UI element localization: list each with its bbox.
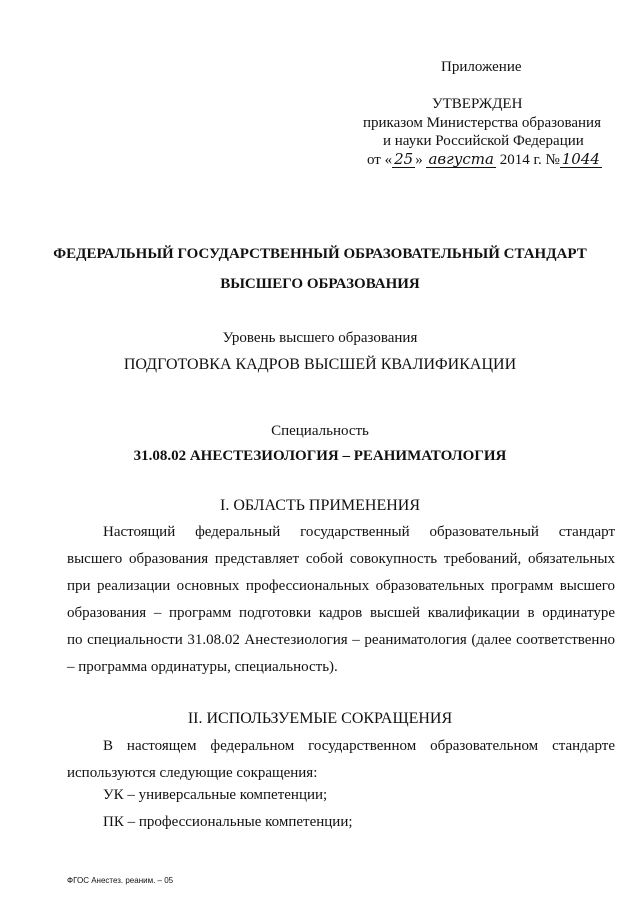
approved-label: УТВЕРЖДЕН xyxy=(432,96,523,112)
abbreviation-item: ПК – профессиональные компетенции; xyxy=(103,814,353,830)
document-title-line-1: ФЕДЕРАЛЬНЫЙ ГОСУДАРСТВЕННЫЙ ОБРАЗОВАТЕЛЬНЫЙ СТАНДАРТ xyxy=(53,246,587,262)
appendix-label: Приложение xyxy=(441,59,522,75)
order-month-handwritten: августа xyxy=(428,150,494,168)
document-title-line-2: ВЫСШЕГО ОБРАЗОВАНИЯ xyxy=(220,276,420,292)
paragraph-line: используются следующие сокращения: xyxy=(67,765,318,781)
order-line-1: приказом Министерства образования xyxy=(363,115,601,131)
order-date-line xyxy=(367,151,602,169)
order-day-handwritten: 25 xyxy=(394,150,414,168)
abbreviation-item: УК – универсальные компетенции; xyxy=(103,787,328,803)
paragraph-line: Настоящий федеральный государственный образовательный стандарт xyxy=(103,524,615,540)
section-2-heading: II. ИСПОЛЬЗУЕМЫЕ СОКРАЩЕНИЯ xyxy=(187,710,453,727)
order-number-handwritten: 1044 xyxy=(561,150,600,168)
order-prefix: от « xyxy=(367,152,393,168)
paragraph-line: – программа ординатуры, специальность). xyxy=(67,659,338,675)
section-1-paragraph xyxy=(67,519,615,681)
education-level-label: Уровень высшего образования xyxy=(222,330,418,346)
paragraph-line: по специальности 31.08.02 Анестезиология – реаниматология (далее соответственно xyxy=(67,632,615,648)
paragraph-line: высшего образования представляет собой совокупность требований, обязательных xyxy=(67,551,615,567)
section-2-paragraph xyxy=(67,733,615,787)
education-level-value: ПОДГОТОВКА КАДРОВ ВЫСШЕЙ КВАЛИФИКАЦИИ xyxy=(123,356,517,373)
order-mid: » xyxy=(415,152,423,168)
order-year: 2014 г. № xyxy=(499,152,560,168)
paragraph-line: В настоящем федеральном государственном образовательном стандарте xyxy=(103,738,615,754)
paragraph-line: при реализации основных профессиональных образовательных программ высшего xyxy=(67,578,615,594)
order-line-2: и науки Российской Федерации xyxy=(383,133,584,149)
section-1-heading: I. ОБЛАСТЬ ПРИМЕНЕНИЯ xyxy=(219,497,421,514)
specialty-value: 31.08.02 АНЕСТЕЗИОЛОГИЯ – РЕАНИМАТОЛОГИЯ xyxy=(133,448,507,464)
specialty-label: Специальность xyxy=(271,423,369,439)
footer-code: ФГОС Анестез. реаним. – 05 xyxy=(67,876,174,885)
paragraph-line: образования – программ подготовки кадров высшей квалификации в ординатуре xyxy=(67,605,615,621)
